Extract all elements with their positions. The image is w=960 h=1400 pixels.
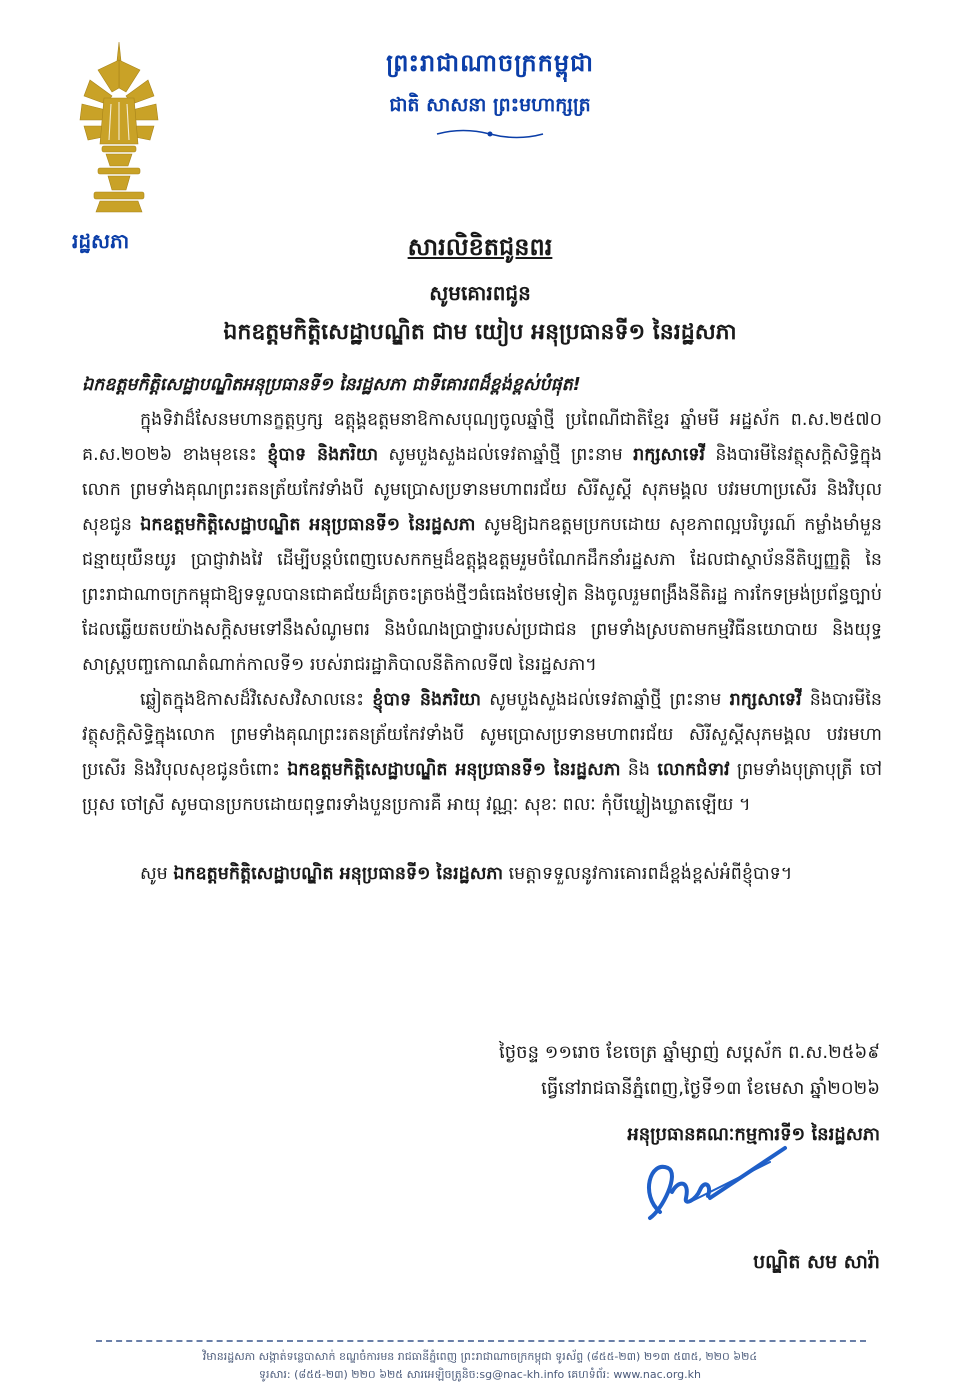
p2-bold-spouse: លោកជំទាវ: [657, 760, 730, 780]
p2-text: និង: [620, 760, 658, 780]
footer-contacts: ទូរសារ: (៨៥៥-២៣) ២២០ ៦២៥ សារអេឡិចត្រូនិច:sg@nac-kh.info គេហទំព័រ: www.nac.org.kh: [258, 1368, 701, 1381]
paragraph-2: [82, 683, 882, 823]
p3-bold-recipient: ឯកឧត្តមកិត្តិសេដ្ឋាបណ្ឌិត អនុប្រធានទី១ នៃរដ្ឋសភា: [173, 864, 504, 884]
footer-divider: [96, 1340, 866, 1342]
footer-address: វិមានរដ្ឋសភា សង្កាត់ទន្លេបាសាក់ ខណ្ឌចំការមន រាជធានីភ្នំពេញ ព្រះរាជាណាចក្រកម្ពុជា ទូរស័ព្ទ (៨៥៥-២៣) ២១៣ ៥៣៥, ២២០ ៦២៤: [202, 1350, 758, 1363]
place-date: ធ្វើនៅរាជធានីភ្នំពេញ,ថ្ងៃទី១៣ ខែមេសា ឆ្នាំ២០២៦: [541, 1078, 880, 1099]
kingdom-header: [340, 48, 640, 141]
signer-title: អនុប្រធានគណៈកម្មការទី១ នៃរដ្ឋសភា: [627, 1124, 880, 1145]
p2-text: ឆ្លៀតក្នុងឱកាសដ៏វិសេសវិសាលនេះ: [140, 690, 373, 710]
p1-bold-sender: ខ្ញុំបាទ និងភរិយា: [267, 445, 379, 465]
signer-name: បណ្ឌិត សម សារ៉ា: [753, 1251, 880, 1273]
p2-text: សូមបួងសួងដល់ទេវតាឆ្នាំថ្មី ព្រះនាម: [480, 690, 730, 710]
letter-body: [82, 368, 882, 892]
p1-text: និងបារមីនៃវត្ថុសក្តិសិទ្ធិក្នុងលោក ព្រមទាំងគុណព្រះរតនត្រ័យកែវទាំងបី សូមប្រោសប្រទានមហាពរជ័យ សិរីសួស្តី សុភមង្គល បវរមហាប្រសើរ និងវិបុលសុខជូន: [82, 445, 882, 535]
national-assembly-emblem: [78, 40, 160, 220]
p1-text: សូមឱ្យឯកឧត្តមប្រកបដោយ សុខភាពល្អបរិបូរណ៍ កម្លាំងមាំមួន ជន្មាយុយឺនយូរ ប្រាជ្ញាវាងវៃ ដើម្បីបន្តបំពេញបេសកកម្មដ៏ឧត្តុង្គឧត្តមរួមចំណែកដឹកនាំរដ្ឋសភា ដែលជាស្ថាប័ននីតិប្បញ្ញត្តិ នៃព្រះរាជាណាចក្រកម្ពុជាឱ្យទទួលបានជោគជ័យដ៏ត្រចះត្រចង់ថ្មីៗធំធេងថែមទៀត និងចូលរួមពង្រឹងនីតិរដ្ឋ ការកែទម្រង់ប្រព័ន្ធច្បាប់ ដែលឆ្លើយតបយ៉ាងសក្តិសមទៅនឹងសំណូមពរ និងបំណងប្រាថ្នារបស់ប្រជាជន ព្រមទាំងស្របតាមកម្មវិធីនយោបាយ និងយុទ្ធសាស្ត្របញ្ចកោណតំណាក់កាលទី១ របស់រាជរដ្ឋាភិបាលនីតិកាលទី៧ នៃរដ្ឋសភា។: [82, 515, 883, 675]
p1-bold-recipient: ឯកឧត្តមកិត្តិសេដ្ឋាបណ្ឌិត អនុប្រធានទី១ នៃរដ្ឋសភា: [140, 515, 476, 535]
p3-text: សូម: [140, 864, 174, 884]
lunar-date: ថ្ងៃចន្ទ ១១រោច ខែចេត្រ ឆ្នាំម្សាញ់ សប្តស័ក ព.ស.២៥៦៩: [499, 1042, 880, 1063]
paragraph-1: [82, 403, 882, 683]
paragraph-3: [82, 857, 882, 892]
p2-bold-deity: រាក្សសាទេវី: [729, 690, 802, 710]
salutation: ឯកឧត្តមកិត្តិសេដ្ឋាបណ្ឌិតអនុប្រធានទី១ នៃរដ្ឋសភា ជាទីគោរពដ៏ខ្ពង់ខ្ពស់បំផុត!: [82, 375, 581, 395]
p2-text: និងបារមីនៃវត្ថុសក្តិសិទ្ធិក្នុងលោក ព្រមទាំងគុណព្រះរតនត្រ័យកែវទាំងបី សូមប្រោសប្រទានមហាពរជ័យ សិរីសួស្តីសុភមង្គល បវរមហាប្រសើរ និងវិបុលសុខជូនចំពោះ: [82, 690, 882, 780]
p2-bold-sender: ខ្ញុំបាទ និងភរិយា: [372, 690, 481, 710]
handwritten-signature: [620, 1140, 790, 1230]
p2-text: ព្រមទាំងបុត្រាបុត្រី ចៅប្រុស ចៅស្រី សូមបានប្រកបដោយពុទ្ធពរទាំងបួនប្រការគឺ អាយុ វណ្ណៈ សុខៈ ពលៈ កុំបីឃ្លៀងឃ្លាតឡើយ ។: [82, 760, 882, 815]
national-motto: ជាតិ សាសនា ព្រះមហាក្សត្រ: [389, 94, 591, 116]
letter-title: សារលិខិតជូនពរ: [407, 233, 553, 261]
footer-contact: [90, 1348, 870, 1384]
p2-bold-recipient: ឯកឧត្តមកិត្តិសេដ្ឋាបណ្ឌិត អនុប្រធានទី១ នៃរដ្ឋសភា: [287, 760, 621, 780]
ornament-divider: [435, 127, 545, 141]
respectfully-line: សូមគោរពជូន: [429, 281, 531, 305]
kingdom-name: ព្រះរាជាណាចក្រកម្ពុជា: [386, 49, 594, 77]
institution-label: រដ្ឋសភា: [72, 229, 130, 253]
p1-text: ក្នុងទិវាដ៏សែនមហានក្ខត្តឫក្ស ឧត្តុង្គឧត្តមនាឱកាសបុណ្យចូលឆ្នាំថ្មី ប្រពៃណីជាតិខ្មែរ ឆ្នាំមមី អដ្ឋស័ក ព.ស.២៥៧០ គ.ស.២០២៦ ខាងមុខនេះ: [82, 410, 882, 465]
p3-text: មេត្តាទទួលនូវការគោរពដ៏ខ្ពង់ខ្ពស់អំពីខ្ញុំបាទ។: [503, 864, 793, 884]
p1-text: សូមបួងសួងដល់ទេវតាឆ្នាំថ្មី ព្រះនាម: [378, 445, 634, 465]
date-block: [440, 1035, 880, 1107]
p1-bold-deity: រាក្សសាទេវី: [633, 445, 705, 465]
recipient-line: ឯកឧត្តមកិត្តិសេដ្ឋាបណ្ឌិត ជាម យៀប អនុប្រធានទី១ នៃរដ្ឋសភា: [223, 320, 737, 345]
